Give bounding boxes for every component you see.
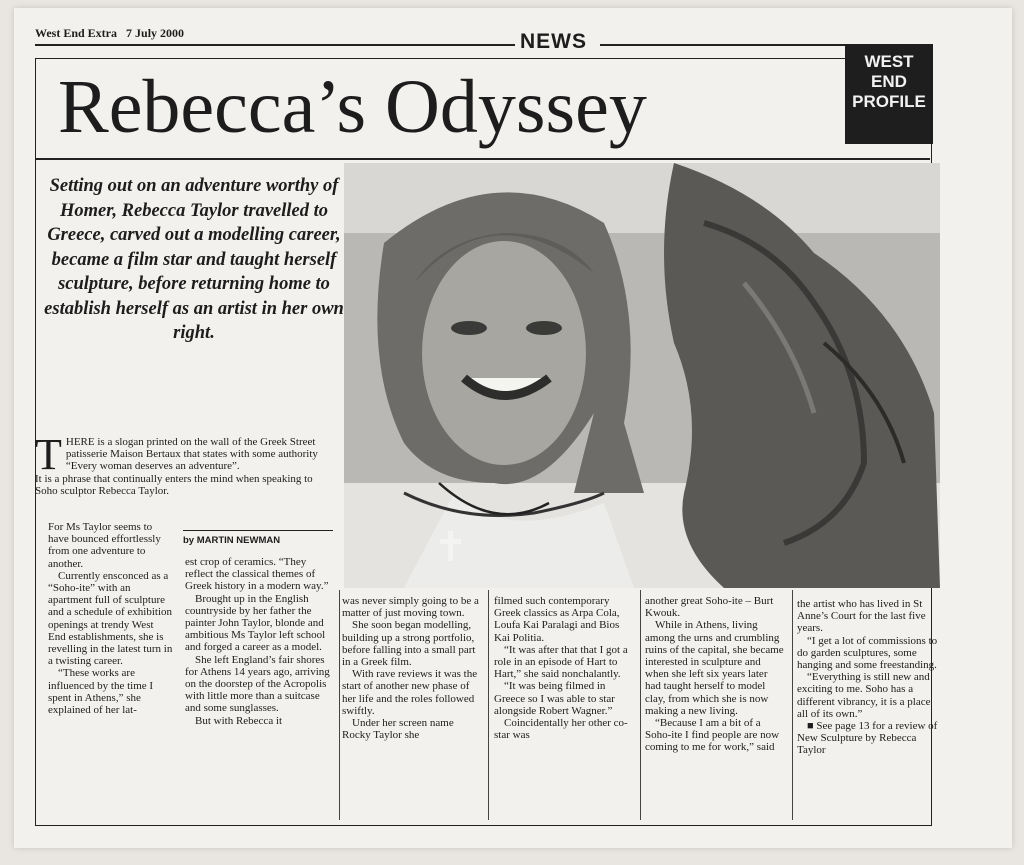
paragraph: Currently ensconced as a “Soho-ite” with an apartment full of sculpture and a schedule of exhibition openings at trendy West End establishments, she is revelling in the latest turn in a twisting career.: [48, 569, 173, 668]
paragraph: She soon began modelling, building up a strong portfolio, before falling into a small part in a Greek film.: [342, 619, 476, 669]
headline: Rebecca’s Odyssey: [58, 65, 647, 149]
top-rule-left: [35, 44, 515, 46]
paragraph: “It was after that that I got a role in an episode of Hart to Hart,” she said nonchalantly.: [494, 643, 628, 681]
paragraph: Under her screen name Rocky Taylor she: [342, 717, 454, 742]
column-divider: [640, 590, 641, 820]
paragraph: was never simply going to be a matter of just moving town.: [342, 595, 479, 620]
paragraph: For Ms Taylor seems to have bounced effortlessly from one adventure to another.: [48, 521, 161, 570]
article-intro: [35, 430, 335, 497]
publication-name: West End Extra: [35, 26, 118, 40]
paragraph: But with Rebecca it: [195, 714, 283, 727]
paragraph: “I get a lot of commissions to do garden sculptures, some hanging and some freestanding.: [797, 634, 938, 672]
article-column-4: [494, 595, 634, 741]
section-label: NEWS: [520, 30, 587, 53]
headline-rule: [35, 158, 930, 160]
paragraph: Coincidentally her other co-star was: [494, 717, 628, 742]
paragraph: With rave reviews it was the start of another new phase of her life and the roles followed swiftly.: [342, 668, 478, 717]
masthead: [35, 26, 190, 41]
paragraph: ■ See page 13 for a review of New Sculpture by Rebecca Taylor: [797, 720, 938, 757]
badge-line-2: END: [871, 72, 907, 91]
article-column-5: [645, 595, 785, 754]
intro-text: HERE is a slogan printed on the wall of the Greek Street patisserie Maison Bertaux that states with some authority “Every woman deserves an adventure”.: [65, 436, 318, 473]
article-column-3: [342, 595, 484, 741]
standfirst: Setting out on an adventure worthy of Homer, Rebecca Taylor travelled to Greece, carved out a modelling career, became a film star and taught herself sculpture, before returning home to establish herself as an artist in her own right.: [44, 176, 344, 343]
publication-date: 7 July 2000: [126, 26, 185, 40]
paragraph: She left England’s fair shores for Athens 14 years ago, arriving on the doorstep of the Acropolis with little more than a suitcase and some sunglasses.: [185, 653, 330, 715]
paragraph: another great Soho-ite – Burt Kwouk.: [645, 595, 774, 620]
paragraph: est crop of ceramics. “They reflect the classical themes of Greek history in a modern way.”: [185, 556, 329, 593]
article-column-1: [48, 521, 173, 716]
column-divider: [792, 590, 793, 820]
intro-text-2: It is a phrase that continually enters the mind when speaking to Soho sculptor Rebecca Taylor.: [35, 472, 313, 497]
article-column-6: [797, 598, 939, 757]
paragraph: Brought up in the English countryside by her father the painter John Taylor, blonde and ambitious Ms Taylor left school and forged a career as a model.: [185, 592, 326, 654]
paragraph: While in Athens, living among the urns and crumbling ruins of the capital, she became interested in sculpture and when she left six years later had taught herself to model clay, from which she is now making a new living.: [645, 619, 784, 717]
badge-line-3: PROFILE: [852, 92, 926, 111]
paragraph: filmed such contemporary Greek classics as Arpa Cola, Loufa Kai Paralagi and Bios Kai Politia.: [494, 595, 620, 644]
drop-cap: T: [35, 430, 62, 479]
article-column-2: [185, 556, 333, 727]
paragraph: “These works are influenced by the time I spent in Athens,” she explained of her lat-: [48, 667, 154, 717]
byline: by MARTIN NEWMAN: [183, 530, 333, 546]
badge-line-1: WEST: [864, 52, 914, 71]
paragraph: the artist who has lived in St Anne’s Court for the last five years.: [797, 598, 926, 635]
paragraph: “Because I am a bit of a Soho-ite I find people are now coming to me for work,” said: [645, 717, 780, 754]
paragraph: “Everything is still new and exciting to me. Soho has a different vibrancy, it is a place all of its own.”: [797, 671, 931, 720]
column-divider: [488, 590, 489, 820]
photo-illustration: [344, 163, 940, 588]
column-divider: [339, 590, 340, 820]
paragraph: “It was being filmed in Greece so I was able to star alongside Robert Wagner.”: [494, 680, 615, 717]
west-end-profile-badge: [845, 44, 933, 144]
portrait-photo: [344, 163, 940, 588]
